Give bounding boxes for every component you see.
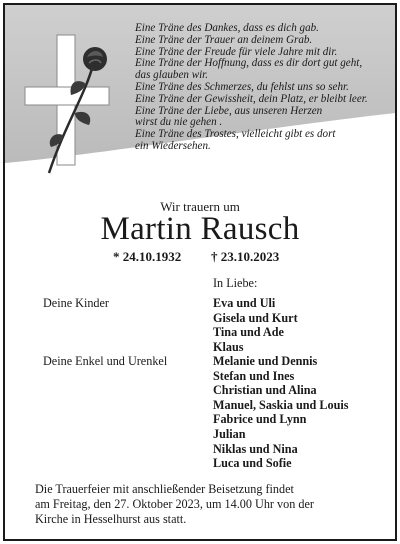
poem-line: ein Wiedersehen. <box>135 139 211 152</box>
list-item: Fabrice und Lynn <box>213 412 307 427</box>
funeral-notice-line: am Freitag, den 27. Oktober 2023, um 14.00 Uhr von der <box>35 496 314 511</box>
list-item: Gisela und Kurt <box>213 310 298 325</box>
cross-with-rose-icon <box>15 25 125 185</box>
funeral-notice-line: Die Trauerfeier mit anschließender Beisetzung findet <box>35 482 294 496</box>
list-item: Julian <box>213 426 246 441</box>
birth-date: * 24.10.1932 <box>113 249 182 264</box>
children-label: Deine Kinder <box>43 296 109 310</box>
funeral-notice-line: Kirche in Hesselhurst aus statt. <box>35 511 187 526</box>
grandchildren-label: Deine Enkel und Urenkel <box>43 354 168 368</box>
children-names <box>213 296 298 354</box>
poem-line: Eine Träne des Trostes, vielleicht gibt es dort <box>135 128 336 141</box>
list-item: Christian und Alina <box>213 383 317 398</box>
list-item: Stefan und Ines <box>213 368 295 383</box>
poem-line: Eine Träne der Freude für viele Jahre mit dir. <box>135 45 338 58</box>
poem-line: Eine Träne der Hoffnung, dass es dir dort gut geht, <box>135 57 363 70</box>
list-item: Luca und Sofie <box>213 456 292 471</box>
poem-line: Eine Träne der Trauer an deinem Grab. <box>135 33 313 46</box>
poem-line: wirst du nie gehen . <box>135 116 223 129</box>
mourning-intro: Wir trauern um <box>160 199 240 214</box>
poem-line: das glauben wir. <box>135 69 209 82</box>
list-item: Niklas und Nina <box>213 441 298 456</box>
poem <box>135 23 393 153</box>
list-item: Manuel, Saskia und Louis <box>213 397 349 412</box>
list-item: Melanie und Dennis <box>213 354 318 368</box>
death-date: † 23.10.2023 <box>211 249 280 264</box>
obituary-card <box>3 3 397 541</box>
funeral-notice <box>35 482 380 526</box>
in-love-label: In Liebe: <box>213 276 258 290</box>
poem-line: Eine Träne des Dankes, dass es dich gab. <box>135 22 319 34</box>
deceased-name: Martin Rausch <box>100 211 300 247</box>
list-item: Eva und Uli <box>213 296 276 310</box>
grandchildren-names <box>213 354 348 471</box>
poem-line: Eine Träne des Schmerzes, du fehlst uns so sehr. <box>135 80 349 93</box>
list-item: Tina und Ade <box>213 325 284 340</box>
poem-line: Eine Träne der Liebe, aus unseren Herzen <box>135 104 323 117</box>
list-item: Klaus <box>213 339 244 354</box>
poem-line: Eine Träne der Gewissheit, dein Platz, er bleibt leer. <box>135 92 368 105</box>
